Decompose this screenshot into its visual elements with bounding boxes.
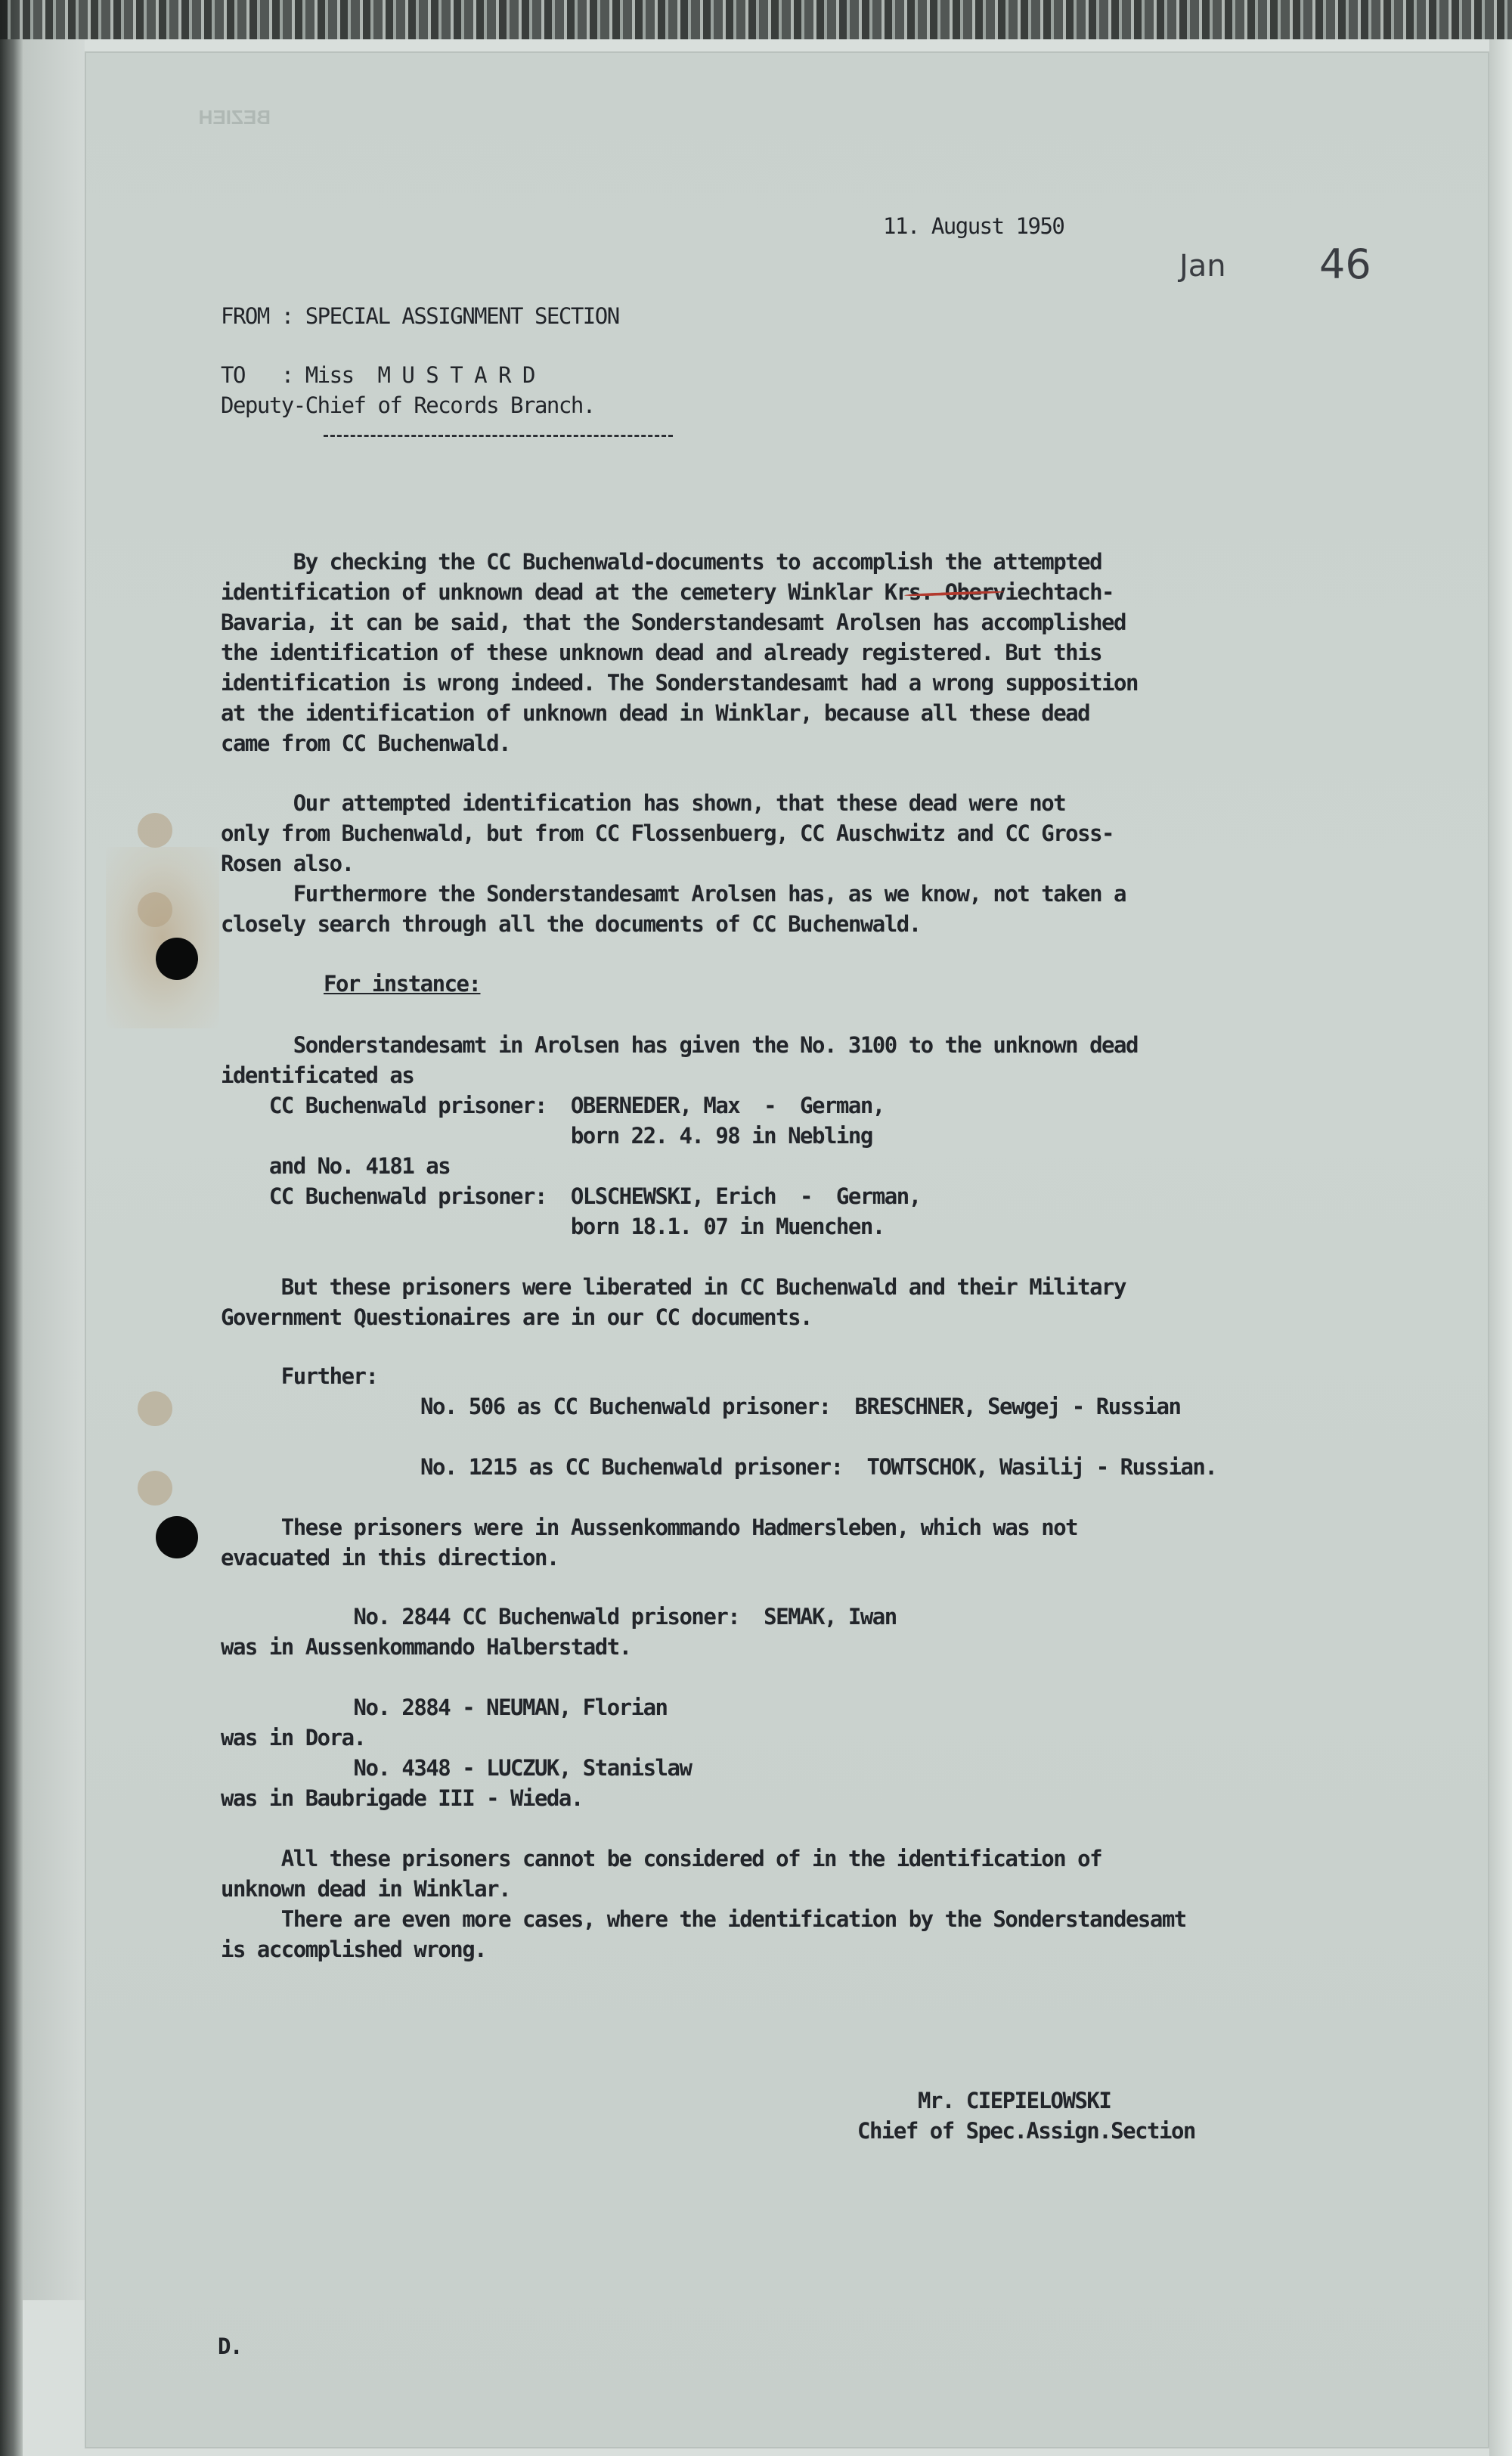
scan-right-band (1489, 39, 1512, 2456)
text-line: Government Questionaires are in our CC documents. (221, 1304, 813, 1330)
text-line: By checking the CC Buchenwald-documents to accomplish the attempted (221, 549, 1102, 575)
case-line: was in Dora. (221, 1725, 366, 1751)
paper-stain (106, 847, 219, 1028)
signature-title: Chief of Spec.Assign.Section (857, 2118, 1195, 2144)
title-underline (324, 435, 673, 437)
list-item: born 18.1. 07 in Muenchen. (221, 1214, 885, 1239)
punch-hole-faint-lower (138, 1391, 172, 1426)
text-line: identification is wrong indeed. The Sonderstandesamt had a wrong supposition (221, 670, 1138, 696)
for-instance-heading: For instance: (324, 971, 481, 997)
punch-hole-faint-top (138, 813, 172, 848)
text-line: identification of unknown dead at the cemetery Winklar Krs. Oberviechtach- (221, 579, 1114, 605)
further-heading: Further: (221, 1363, 378, 1389)
text-line: These prisoners were in Aussenkommando Hadmersleben, which was not (221, 1515, 1078, 1540)
text-line: identificated as (221, 1062, 414, 1088)
scan-frame-edge (0, 0, 23, 2456)
signature-name: Mr. CIEPIELOWSKI (918, 2088, 1111, 2113)
text-line: Rosen also. (221, 851, 354, 876)
text-line: only from Buchenwald, but from CC Flossenbuerg, CC Auschwitz and CC Gross- (221, 820, 1114, 846)
case-line: No. 4348 - LUCZUK, Stanislaw (221, 1755, 692, 1781)
scan-left-band (23, 39, 85, 2300)
text-line: Bavaria, it can be said, that the Sonderstandesamt Arolsen has accomplished (221, 609, 1126, 635)
punch-hole-faint-mid (138, 892, 172, 927)
text-line: evacuated in this direction. (221, 1545, 559, 1571)
punch-hole-top (156, 938, 198, 980)
text-line: closely search through all the documents of CC Buchenwald. (221, 911, 921, 937)
case-line: No. 2884 - NEUMAN, Florian (221, 1695, 668, 1720)
memo-date: 11. August 1950 (883, 213, 1064, 239)
faded-stamp: BEZIEH (198, 106, 271, 129)
list-item: CC Buchenwald prisoner: OBERNEDER, Max - German, (221, 1093, 885, 1118)
text-line: There are even more cases, where the identification by the Sonderstandesamt (221, 1906, 1186, 1932)
text-line: at the identification of unknown dead in Winklar, because all these dead (221, 700, 1090, 726)
list-item: and No. 4181 as (221, 1153, 451, 1179)
text-line: Sonderstandesamt in Arolsen has given the No. 3100 to the unknown dead (221, 1032, 1138, 1058)
list-item: born 22. 4. 98 in Nebling (221, 1123, 872, 1149)
further-item: No. 1215 as CC Buchenwald prisoner: TOWTSCHOK, Wasilij - Russian. (420, 1454, 1217, 1480)
text-line: Furthermore the Sonderstandesamt Arolsen has, as we know, not taken a (221, 881, 1126, 907)
text-line: unknown dead in Winklar. (221, 1876, 511, 1902)
text-line: the identification of these unknown dead and already registered. But this (221, 640, 1102, 665)
further-item: No. 506 as CC Buchenwald prisoner: BRESCHNER, Sewgej - Russian (420, 1394, 1181, 1419)
text-line: Our attempted identification has shown, that these dead were not (221, 790, 1066, 816)
punch-hole-bottom (156, 1516, 198, 1558)
footer-mark: D. (218, 2334, 242, 2359)
case-line: was in Baubrigade III - Wieda. (221, 1785, 583, 1811)
handwritten-page-number: 46 (1319, 240, 1371, 288)
case-line: No. 2844 CC Buchenwald prisoner: SEMAK, Iwan (221, 1604, 897, 1630)
text-line: is accomplished wrong. (221, 1937, 487, 1962)
text-line: But these prisoners were liberated in CC Buchenwald and their Military (221, 1274, 1126, 1300)
handwritten-mark: Jan (1179, 249, 1226, 284)
text-line: All these prisoners cannot be considered of in the identification of (221, 1846, 1102, 1871)
punch-hole-faint-bottom (138, 1471, 172, 1506)
list-item: CC Buchenwald prisoner: OLSCHEWSKI, Erich - German, (221, 1183, 921, 1209)
memo-to-line: TO : Miss M U S T A R D (221, 362, 534, 388)
text-line: came from CC Buchenwald. (221, 730, 511, 756)
scan-top-strip (0, 0, 1512, 39)
memo-from-line: FROM : SPECIAL ASSIGNMENT SECTION (221, 303, 619, 329)
case-line: was in Aussenkommando Halberstadt. (221, 1634, 631, 1660)
memo-to-title: Deputy-Chief of Records Branch. (221, 392, 595, 418)
